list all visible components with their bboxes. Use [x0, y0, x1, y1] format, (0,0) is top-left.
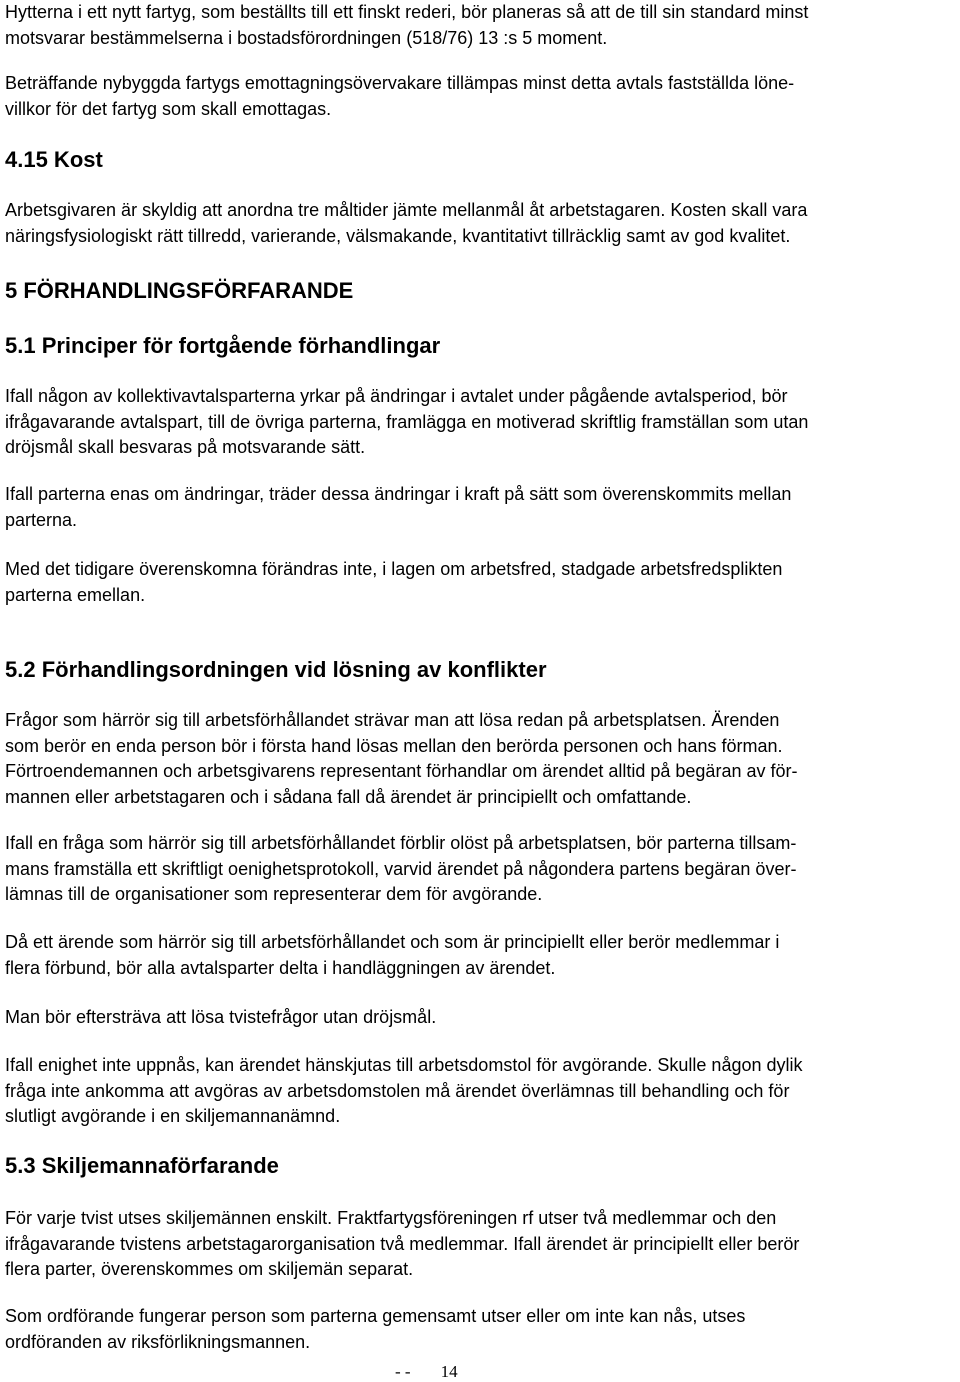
paragraph-cabin-standard: [5, 0, 808, 51]
text-line: Förtroendemannen och arbetsgivarens representant förhandlar om ärendet alltid på begäran av för-: [5, 761, 798, 781]
paragraph-labour-court: [5, 1053, 803, 1130]
text-line: mannen eller arbetstagaren och i sådana fall då ärendet är principiellt och omfattande.: [5, 786, 692, 807]
text-line: ifrågavarande avtalspart, till de övriga parterna, framlägga en motiverad skriftlig framställan som utan: [5, 411, 809, 432]
text-line: ordföranden av riksförlikningsmannen.: [5, 1331, 311, 1352]
chapter-heading-5: 5 FÖRHANDLINGSFÖRFARANDE: [5, 278, 354, 303]
text-line: mans framställa ett skriftligt oenighetsprotokoll, varvid ärendet på någondera partens begäran över-: [5, 858, 797, 879]
paragraph-newbuild-supervisor: [5, 71, 794, 122]
paragraph-arbitrators: [5, 1206, 799, 1283]
text-line: fråga inte ankomma att avgöras av arbetsdomstolen må ärendet överlämnas till behandling och för: [5, 1080, 790, 1101]
text-line: Med det tidigare överenskomna förändras inte, i lagen om arbetsfred, stadgade arbetsfredsplikten: [5, 559, 783, 579]
text-line: Frågor som härrör sig till arbetsförhållandet strävar man att lösa redan på arbetsplatsen. Ärenden: [5, 710, 780, 730]
text-line: Beträffande nybyggda fartygs emottagningsövervakare tillämpas minst detta avtals fastställda löne-: [5, 73, 795, 93]
text-line: parterna emellan.: [5, 584, 146, 605]
text-line: Ifall enighet inte uppnås, kan ärendet hänskjutas till arbetsdomstol för avgörande. Skulle någon dylik: [5, 1055, 803, 1075]
text-line: dröjsmål skall besvaras på motsvarande sätt.: [5, 437, 366, 457]
section-heading-5-3: 5.3 Skiljemannaförfarande: [5, 1153, 279, 1178]
text-line: Ifall någon av kollektivavtalsparterna yrkar på ändringar i avtalet under pågående avtalsperiod, bör: [5, 386, 788, 406]
text-line: flera parter, överenskommes om skiljemän separat.: [5, 1259, 414, 1279]
text-line: flera förbund, bör alla avtalsparter delta i handläggningen av ärendet.: [5, 957, 556, 978]
text-line: näringsfysiologiskt rätt tillredd, varierande, välsmakande, kvantitativt tillräcklig samt av god kvalitet.: [5, 225, 791, 246]
text-line: villkor för det fartyg som skall emottagas.: [5, 98, 332, 119]
text-line: lämnas till de organisationer som representerar dem för avgörande.: [5, 884, 543, 904]
text-line: Då ett ärende som härrör sig till arbetsförhållandet och som är principiellt eller berör medlemmar i: [5, 932, 780, 952]
paragraph-resolve-promptly: [5, 1005, 436, 1031]
text-line: Arbetsgivaren är skyldig att anordna tre måltider jämte mellanmål åt arbetstagaren. Kosten skall vara: [5, 200, 808, 220]
text-line: parterna.: [5, 509, 78, 530]
paragraph-meals: [5, 198, 807, 249]
paragraph-workplace-issues: [5, 708, 797, 810]
text-line: Ifall parterna enas om ändringar, träder dessa ändringar i kraft på sätt som överenskommits mellan: [5, 484, 792, 504]
page-footer: [395, 1362, 458, 1382]
section-heading-5-2: 5.2 Förhandlingsordningen vid lösning av konflikter: [5, 657, 547, 682]
text-line: ifrågavarande tvistens arbetstagarorganisation två medlemmar. Ifall ärendet är principiellt eller berör: [5, 1233, 800, 1254]
page-number: 14: [440, 1362, 458, 1381]
section-heading-4-15: 4.15 Kost: [5, 147, 103, 172]
text-line: som berör en enda person bör i första hand lösas mellan den berörda personen och hans förman.: [5, 735, 783, 756]
text-line: motsvarar bestämmelserna i bostadsförordningen (518/76) 13 :s 5 moment.: [5, 27, 608, 48]
paragraph-principled-matters: [5, 930, 779, 981]
footer-dashes: - -: [395, 1362, 411, 1381]
paragraph-industrial-peace: [5, 557, 782, 608]
text-line: Ifall en fråga som härrör sig till arbetsförhållandet förblir olöst på arbetsplatsen, bör parterna tillsam-: [5, 833, 797, 853]
text-line: För varje tvist utses skiljemännen enskilt. Fraktfartygsföreningen rf utser två medlemmar och den: [5, 1208, 777, 1228]
paragraph-agreed-changes: [5, 482, 791, 533]
text-line: Man bör eftersträva att lösa tvistefrågor utan dröjsmål.: [5, 1007, 437, 1027]
text-line: Hytterna i ett nytt fartyg, som beställts till ett finskt rederi, bör planeras så att de till sin standard minst: [5, 2, 809, 22]
paragraph-change-request: [5, 384, 808, 461]
text-line: slutligt avgörande i en skiljemannanämnd.: [5, 1106, 341, 1126]
paragraph-chairman: [5, 1304, 745, 1355]
section-heading-5-1: 5.1 Principer för fortgående förhandlingar: [5, 333, 441, 358]
text-line: Som ordförande fungerar person som parterna gemensamt utser eller om inte kan nås, utses: [5, 1306, 746, 1326]
paragraph-disagreement-protocol: [5, 831, 796, 908]
